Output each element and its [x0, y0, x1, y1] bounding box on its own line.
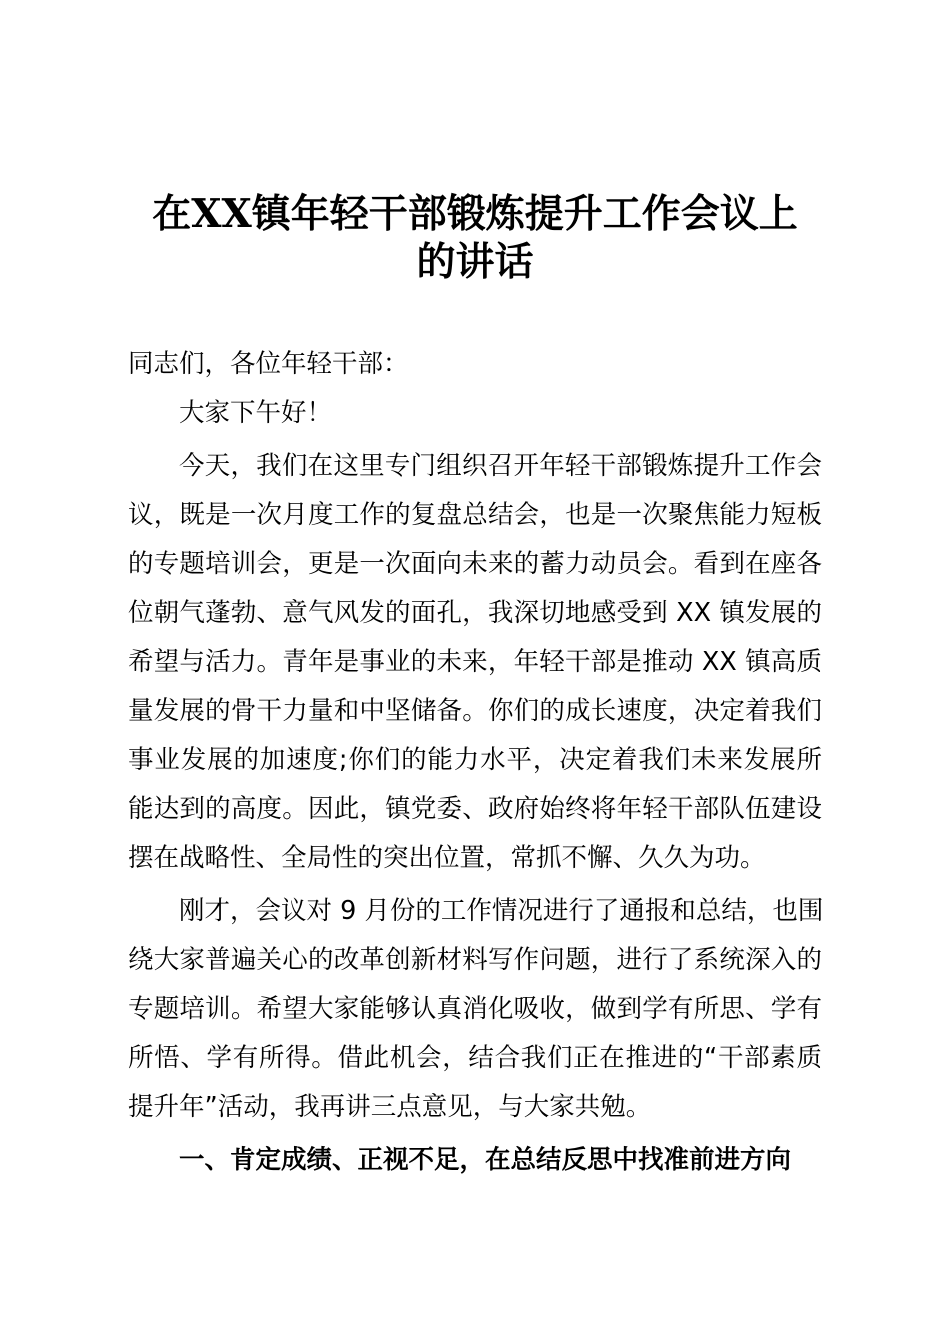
greeting: 大家下午好！	[179, 398, 333, 428]
paragraph-line: 议，既是一次月度工作的复盘总结会，也是一次聚焦能力短板	[128, 500, 822, 530]
paragraph-line: 提升年”活动，我再讲三点意见，与大家共勉。	[128, 1092, 652, 1122]
salutation: 同志们，各位年轻干部：	[128, 349, 409, 379]
paragraph-2	[128, 887, 822, 1132]
paragraph-line: 的专题培训会，更是一次面向未来的蓄力动员会。看到在座各	[128, 549, 822, 579]
paragraph-line: 摆在战略性、全局性的突出位置，常抓不懈、久久为功。	[128, 843, 766, 873]
paragraph-line: 量发展的骨干力量和中坚储备。你们的成长速度，决定着我们	[128, 696, 822, 726]
document-body	[128, 340, 822, 1185]
paragraph-line: 刚才，会议对 9 月份的工作情况进行了通报和总结，也围	[179, 896, 824, 926]
title-line: 在XX镇年轻干部锻炼提升工作会议上	[152, 191, 798, 237]
paragraph-line: 所悟、学有所得。借此机会，结合我们正在推进的“干部素质	[128, 1043, 822, 1073]
paragraph-line: 位朝气蓬勃、意气风发的面孔，我深切地感受到 XX 镇发展的	[128, 598, 822, 628]
paragraph-line: 事业发展的加速度;你们的能力水平，决定着我们未来发展所	[128, 745, 822, 775]
paragraph-line: 今天，我们在这里专门组织召开年轻干部锻炼提升工作会	[179, 451, 822, 481]
title-line: 的讲话	[416, 239, 534, 285]
paragraph-line: 能达到的高度。因此，镇党委、政府始终将年轻干部队伍建设	[128, 794, 822, 824]
document-title	[100, 190, 850, 286]
paragraph-1	[128, 442, 822, 883]
paragraph-line: 专题培训。希望大家能够认真消化吸收，做到学有所思、学有	[128, 994, 822, 1024]
section-heading: 一、肯定成绩、正视不足，在总结反思中找准前进方向	[179, 1145, 792, 1175]
paragraph-line: 希望与活力。青年是事业的未来，年轻干部是推动 XX 镇高质	[128, 647, 822, 677]
paragraph-line: 绕大家普遍关心的改革创新材料写作问题，进行了系统深入的	[128, 945, 822, 975]
